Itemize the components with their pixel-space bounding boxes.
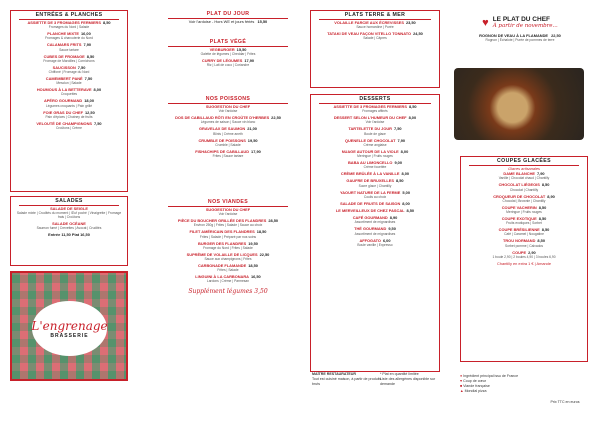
poisson-item [160, 138, 296, 147]
legend-marker-icon: ■ [460, 384, 464, 388]
dessert-item [311, 226, 439, 235]
viande-item-desc: Environ 250g | Frites | Salade | Sauce au choix [193, 223, 263, 228]
maitre-restaurateur: MAÎTRE RESTAURATEUR [312, 372, 356, 376]
terre-mer-item-price: 24,50 [413, 31, 423, 37]
entree-item-name: CUBES DE FROMAGE [43, 53, 85, 59]
salade-item-desc: Saumon fumé | Crevettes | Avocat | Crudités [36, 226, 102, 231]
entree-item-name: PLANCHE MIXTE [47, 31, 80, 37]
coupe-item-desc: Fruits exotiques | Sorbet [506, 221, 542, 226]
dessert-item [311, 126, 439, 135]
viande-item-name: FILET AMÉRICAIN DES FLANDRES [189, 229, 255, 235]
dessert-item-price: 8,00 [402, 200, 410, 206]
terre-mer-section [310, 10, 440, 88]
legend-item-label: Ingrédient principal issu de France [463, 374, 519, 378]
dessert-item [311, 115, 439, 124]
entree-item [11, 98, 127, 107]
dessert-item-price: 7,90 [397, 137, 406, 143]
coupe-item-name: CHOCOLAT LIÉGEOIS [498, 182, 540, 188]
plat-du-chef-price: 22,50 [551, 33, 561, 38]
plat-du-chef-desc: Rognon | Échalote | Purée de pommes de terre [485, 38, 555, 43]
logo-sub: BRASSERIE [50, 332, 89, 339]
entree-item-desc: Mesclun | Salade [56, 81, 82, 86]
veggie-item-name: VEGBURGER [209, 47, 235, 52]
coupe-item [461, 194, 587, 203]
coupe-item-desc: Café | Caramel | Nougatine [504, 232, 544, 237]
dessert-item-name: LE MERVEILLEUX DE CHEZ PASCAL [335, 208, 405, 214]
coupe-item [461, 171, 587, 180]
coupe-item-desc: Sorbet pomme | Calvados [504, 243, 544, 248]
dessert-item-name: AFFOGATO [359, 237, 381, 243]
coupe-item-desc: Vanille | Chocolat chaud | Chantilly [498, 176, 550, 181]
dessert-item-desc: Assortiment de mignardises [354, 231, 396, 236]
viandes-section [160, 198, 296, 416]
desserts-list [311, 104, 439, 249]
dessert-item-price: 8,50 [408, 104, 417, 109]
coupe-item-price: 8,50 [538, 204, 547, 210]
entree-item [11, 65, 127, 74]
coupes-note: Chantilly en extra 1 € | Amande [497, 260, 551, 266]
poisson-item-name: GRAVELAX DE SAUMON [199, 126, 246, 132]
veggie-item-desc: Riz | Lait de coco | Coriandre [206, 63, 250, 68]
terre-mer-list [311, 20, 439, 42]
entree-item-desc: Légumes croquants | Pain grillé [45, 103, 93, 108]
entree-item-price: 12,50 [85, 109, 95, 115]
coupe-item-desc: 1 boule 2,90 | 2 boules 4,90 | 3 boules 6,90 [492, 254, 556, 259]
dessert-item-desc: Assortiment de mignardises [354, 220, 396, 225]
viande-item-desc: Frites | Salade | Préparé par nos soins [199, 234, 257, 239]
coupe-item [461, 227, 587, 236]
coupe-item-name: COUPE BRÉSILIENNE [498, 227, 540, 233]
coupes-list [461, 171, 587, 261]
logo-name: L'engrenage [31, 318, 108, 333]
coupe-item-price: 8,50 [541, 182, 550, 188]
viande-item [160, 241, 296, 250]
poisson-item [160, 149, 296, 158]
entree-item [11, 76, 127, 85]
poisson-item-desc: Crumble | Salade [215, 142, 241, 147]
legend-middle [380, 372, 450, 387]
entree-item-name: VELOUTÉ DE CHAMPIGNONS [36, 120, 92, 126]
salades-title: SALADES [19, 197, 119, 206]
poisson-item [160, 126, 296, 135]
dessert-item [311, 138, 439, 147]
viande-item [160, 229, 296, 238]
coupes-subtitle: Glaces artisanales [507, 166, 540, 171]
entree-item-price: 8,50 [102, 20, 111, 25]
coupe-item [461, 238, 587, 247]
dessert-item-price: 7,50 [394, 126, 402, 132]
legend-item [460, 389, 530, 394]
legend-sign [540, 400, 590, 405]
terre-mer-item [311, 31, 439, 40]
dish-photo [454, 68, 584, 140]
legend-marker-icon: ▲ [460, 389, 465, 393]
entree-item [11, 121, 127, 130]
coupe-item-price: 8,50 [541, 227, 550, 233]
veggie-item-desc: Galette de légumes | Cheddar | Frites [200, 52, 256, 57]
veggie-title: PLATS VÉGÉ [168, 38, 288, 47]
viande-item [160, 207, 296, 216]
viande-item-price: 19,50 [248, 240, 258, 246]
dessert-item-desc: Crème anglaise [363, 142, 387, 147]
entree-item [11, 87, 127, 96]
dessert-item-desc: Sucre glace | Chantilly [358, 183, 392, 188]
poisson-item-desc: Frites | Sauce tartare [212, 154, 244, 159]
price-note: Prix TTC en euros [550, 400, 580, 404]
entrees-list [11, 20, 127, 132]
terre-mer-item-desc: Salade | Câpres [363, 36, 387, 41]
entree-item-price: 18,00 [84, 98, 94, 104]
viande-item-desc: Frites | Salade [217, 268, 239, 273]
viande-item [160, 263, 296, 272]
dessert-item-price: 8,00 [400, 148, 409, 154]
poisson-item-price: 19,50 [247, 137, 258, 143]
left-note: Tout est cuisiné maison, à partir de produits bruts [312, 377, 382, 386]
dessert-item-name: QUENELLE DE CHOCOLAT [344, 137, 396, 143]
entree-item-name: FOIE GRAS DU CHEF [43, 109, 84, 115]
plat-du-chef-name: ROGNON DE VEAU À LA FLAMANDE [479, 33, 548, 38]
dessert-item-desc: Coulis au choix [363, 194, 387, 199]
poisson-item [160, 104, 296, 113]
entree-item-desc: Sauce tartare [59, 47, 79, 52]
poissons-title: NOS POISSONS [168, 95, 288, 104]
veggie-section [160, 38, 296, 86]
entree-item-desc: Croûtons | Crème [56, 126, 82, 131]
coupe-item-price: 8,50 [538, 216, 547, 222]
dessert-item-price: 8,90 [389, 215, 398, 221]
veggie-item-name: CURRY DE LÉGUMES [201, 58, 243, 64]
dessert-item [311, 160, 439, 169]
dessert-item-name: CRÈME BRÛLÉE À LA VANILLE [340, 171, 400, 177]
entree-item [11, 42, 127, 51]
coupe-item-desc: Meringue | Fruits rouges [506, 210, 542, 215]
entree-item-desc: Fromage de Maroilles | Cornichons [43, 58, 95, 63]
viande-item-price: 18,50 [248, 263, 258, 269]
entree-item-price: 7,90 [83, 42, 92, 48]
coupes-title: COUPES GLACÉES [469, 157, 579, 166]
salades-sizes: Entrée 11,50 Plat 16,50 [48, 232, 90, 238]
dessert-item-desc: Voir l'ardoise [365, 120, 385, 125]
coupe-item-price: 7,90 [536, 171, 545, 177]
supplement-note: Supplément légumes 3,50 [188, 288, 268, 296]
plat-du-jour-section [160, 10, 296, 36]
viande-item-name: LINGUINI À LA CARBONARA [195, 274, 249, 280]
viande-item-price: 28,50 [268, 218, 279, 224]
viande-item-name: CARBONADE FLAMANDE [198, 263, 247, 269]
entrees-section [10, 10, 128, 192]
entree-item-desc: Croquettes [60, 92, 78, 97]
entree-item [11, 54, 127, 63]
terre-mer-item-price: 23,50 [405, 20, 416, 25]
legend-icons [460, 374, 530, 394]
coupe-item [461, 250, 587, 259]
coupe-item-desc: Chocolat | Chantilly [509, 187, 539, 192]
terre-mer-item-desc: Sauce homardine | Purée [356, 25, 394, 30]
legend-marker-icon: ♥ [460, 379, 464, 383]
viande-item-name: PIÈCE DU BOUCHER GRILLÉE DES FLANDRES [177, 218, 267, 224]
dessert-item-price: 5,00 [402, 189, 410, 195]
viande-item-price: 22,50 [259, 251, 270, 257]
coupe-item-price: 2,90 [528, 249, 536, 255]
dessert-item-name: YAOURT NATURE DE LA FERME [340, 189, 401, 195]
poisson-item-price: 22,50 [271, 115, 281, 121]
dessert-item [311, 190, 439, 199]
viandes-title: NOS VIANDES [168, 198, 288, 207]
poisson-item-desc: Voir l'ardoise [218, 109, 238, 114]
coupe-item-name: COUPE VACHERIN [501, 204, 537, 210]
poissons-list [160, 104, 296, 160]
entrees-title: ENTRÉES & PLANCHES [19, 11, 119, 20]
poisson-item-desc: Légumes de saison | Sauce vin blanc [200, 120, 256, 125]
salade-item-name: SALADE DE SEIGLE [50, 206, 88, 211]
dessert-item-price: 9,50 [388, 226, 396, 232]
coupe-item [461, 205, 587, 214]
poisson-item-name: DOS DE CABILLAUD RÔTI EN CROÛTE D'HERBES [175, 115, 270, 121]
dessert-item-price: 6,00 [382, 237, 391, 243]
poisson-item-name: FISH&CHIPS DE CABILLAUD [195, 148, 250, 154]
entree-item-price: 7,50 [84, 76, 93, 82]
entree-item-desc: Chiffoné | Fromage du Nord [48, 70, 90, 75]
entree-item-desc: Fromages du Nord | Salade [48, 25, 90, 30]
dessert-item-name: GAUFRE DE BRUXELLES [346, 178, 394, 184]
plat-du-jour-desc: Voir l'ardoise - Hors WE et jours fériés [188, 19, 255, 24]
legend-marker-icon: ● [460, 374, 464, 378]
dessert-item-price: 9,00 [394, 160, 403, 166]
dessert-item-price: 8,00 [408, 115, 417, 121]
dessert-item-desc: Meringue | Fruits rouges [357, 154, 393, 159]
plat-du-jour-text [160, 19, 296, 24]
dessert-item-name: ASSIETTE DE 3 FROMAGES FERMIERS [333, 104, 407, 109]
coupe-item [461, 216, 587, 225]
viande-item-price: 18,50 [256, 229, 267, 235]
poisson-item-price: 17,90 [251, 148, 261, 154]
entree-item-desc: Pain d'épices | Chutney de fruits [45, 114, 93, 119]
entree-item-price: 16,00 [81, 31, 91, 37]
dessert-item-desc: Boule vanille | Expresso [357, 242, 393, 247]
entree-item [11, 20, 127, 29]
poisson-item-desc: Blinis | Crème aneth [213, 131, 243, 136]
veggie-item-price: 17,90 [244, 58, 255, 64]
terre-mer-title: PLATS TERRE & MER [319, 11, 431, 20]
salades-list [11, 206, 127, 232]
heart-icon: ♥ [482, 16, 489, 29]
dessert-item-name: SALADE DE FRUITS DE SAISON [340, 200, 401, 206]
viande-item-desc: Sauce aux champignons | Frites [204, 257, 252, 262]
dessert-item-price: 8,00 [401, 171, 410, 177]
brand-logo [10, 271, 128, 381]
entree-item-price: 8,50 [86, 53, 95, 59]
veggie-item-price: 15,50 [236, 47, 247, 52]
poisson-item-price: 21,00 [247, 126, 257, 132]
entree-item [11, 31, 127, 40]
plat-du-jour-title: PLAT DU JOUR [168, 10, 288, 19]
dessert-item [311, 104, 439, 113]
entree-item-price: 8,00 [93, 87, 102, 93]
legend-item-label: Viande française [463, 384, 490, 388]
plat-du-chef-header [450, 16, 590, 29]
viande-item [160, 218, 296, 227]
coupe-item-desc: Chocolat | Brownie | Chantilly [502, 198, 546, 203]
viande-item-desc: Lardons | Crème | Parmesan [206, 279, 250, 284]
legend-item-label: Mondial pizza [464, 389, 487, 393]
dessert-item-price: 8,50 [395, 178, 404, 184]
dessert-item-name: NUAGE AUTOUR DE LA VIOLE [341, 148, 399, 154]
plat-du-chef-subtitle: À partir de novembre... [492, 23, 558, 29]
dessert-item-name: CAFÉ GOURMAND [352, 215, 388, 221]
viande-item-name: BURGER DES FLANDRES [198, 240, 247, 246]
dessert-item-desc: Fromages affinés [362, 109, 388, 114]
legend-left [312, 372, 382, 387]
entree-item-name: CALAMARS FRITS [46, 42, 82, 48]
entree-item-name: CAMEMBERT PANÉ [45, 76, 83, 82]
veggie-item [160, 58, 296, 67]
poisson-item-name: CRUMBLE DE POISSONS [198, 137, 246, 143]
dessert-item-name: TARTELETTE DU JOUR [348, 126, 392, 132]
dessert-item-name: THÉ GOURMAND [354, 226, 387, 232]
dessert-item-desc: Boule de glace [364, 131, 386, 136]
poissons-section [160, 95, 296, 195]
desserts-section [310, 94, 440, 372]
viande-item-name: SUPRÊME DE VOLAILLE DE LICQUES [186, 251, 258, 257]
dessert-item-price: 8,50 [406, 208, 415, 214]
salades-section [10, 196, 128, 266]
viande-item [160, 252, 296, 261]
dessert-item-name: DESSERT SELON L'HUMEUR DU CHEF [333, 115, 407, 121]
legend-list [460, 374, 530, 394]
dessert-item [311, 238, 439, 247]
dessert-item [311, 178, 439, 187]
desserts-title: DESSERTS [319, 95, 431, 104]
coupe-item-name: DAME BLANCHE [503, 171, 535, 177]
entree-item-name: SAUCISSON [52, 64, 76, 70]
coupe-item-price: 8,50 [537, 238, 545, 244]
entree-item-price: 7,50 [77, 64, 86, 70]
salade-item [11, 221, 127, 230]
dessert-item [311, 215, 439, 224]
viande-item-desc: Fromage du Nord | Frites | Salade [203, 245, 253, 250]
viande-item-name: SUGGESTION DU CHEF [205, 207, 251, 212]
terre-mer-item-name: VOLAILLE FARCIE AUX ÉCREVISSES [334, 20, 404, 25]
salade-item-name: SALADE OCÉANE [52, 221, 86, 227]
coupe-item-price: 8,90 [547, 193, 555, 199]
dessert-item-name: BABA AU LIMONCELLO [347, 160, 393, 166]
entree-item-price: 7,50 [93, 120, 102, 126]
dessert-item-desc: Crème fouettée [363, 165, 387, 170]
coupe-item-name: TROU NORMAND [503, 238, 536, 244]
viandes-list [160, 207, 296, 285]
coupe-item-name: CROQUEUR DE CHOCOLAT [493, 193, 546, 199]
entree-item [11, 110, 127, 119]
dessert-item [311, 149, 439, 158]
salade-item [11, 206, 127, 219]
entree-item-name: HOUMOUS À LA BETTERAVE [36, 87, 92, 93]
viande-item-desc: Voir l'ardoise [218, 212, 238, 217]
poisson-item [160, 115, 296, 124]
coupe-item-name: COUPE EXOTIQUE [501, 216, 537, 222]
plat-du-jour-price: 15,50 [257, 19, 268, 24]
terre-mer-item-name: TATAKI DE VEAU FAÇON VITELLO TONNATO [327, 31, 412, 37]
plat-du-chef-title: LE PLAT DU CHEF [492, 16, 550, 23]
quantity-note: * Plat en quantité limitée [380, 372, 419, 376]
entree-item-desc: Fromages & charcuterie du Nord [45, 36, 93, 41]
viande-item [160, 274, 296, 283]
viande-item-price: 16,50 [250, 274, 261, 280]
coupes-section [460, 156, 588, 362]
entree-item-name: APÉRO GOURMAND [43, 98, 83, 104]
entree-item-name: ASSIETTE DE 3 FROMAGES FERMIERS [27, 20, 101, 25]
veggie-item [160, 47, 296, 56]
plat-du-chef-dish [450, 33, 590, 42]
logo-badge [32, 301, 107, 356]
veggie-list [160, 47, 296, 69]
legend-item-label: Coup de cœur [463, 379, 487, 383]
right-note: Liste des allergènes disponible sur demande [380, 377, 436, 386]
coupe-item-name: COUPE [512, 249, 527, 255]
coupe-item [461, 182, 587, 191]
salade-item-desc: Salade mixte | Crudités du moment | Œuf poché | Vinaigrette | Fromage frais | Croûtons [16, 211, 122, 220]
poisson-item-name: SUGGESTION DU CHEF [205, 104, 251, 109]
terre-mer-item [311, 20, 439, 29]
